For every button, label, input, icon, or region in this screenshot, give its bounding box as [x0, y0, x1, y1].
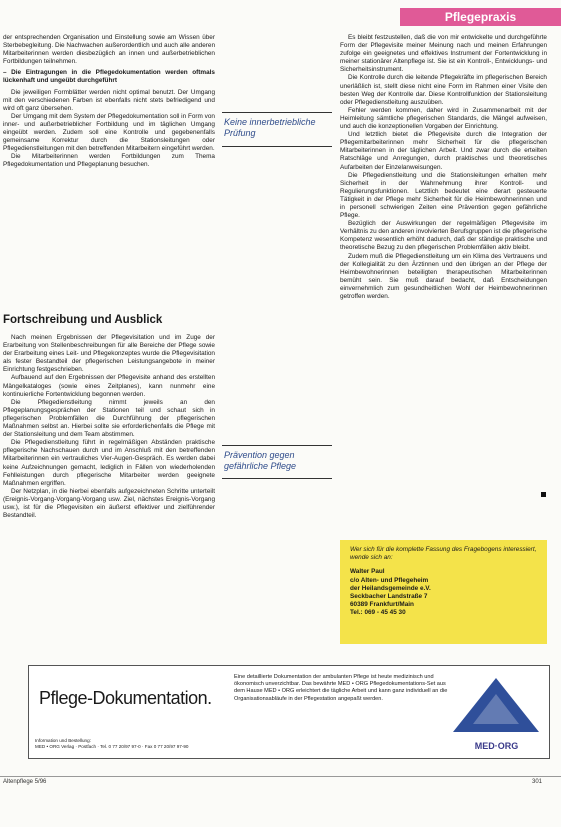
- paragraph: Die Pflegedienstleitung führt in regelmäßigen Abständen praktische pflegerische Nachschauen durch und im Anschluß mit den betreffenden Mitarbeiterinnen ein vertrauliches Vier-Augen-Gespräch. Es werden dabei keine Aufzeichnungen gemacht, lediglich in Fällen von wiederholenden Fehlleistungen durch pflegerische Mitarbeiter werden geeignete Maßnahmen ergriffen.: [3, 439, 215, 487]
- side-quote: Prävention gegen gefährliche Pflege: [224, 450, 297, 471]
- section-heading: Fortschreibung und Ausblick: [3, 314, 163, 326]
- footer-rule: [0, 776, 561, 777]
- quote-rule: [222, 478, 332, 479]
- contact-box: [340, 540, 547, 644]
- paragraph: Die Pflegedienstleitung nimmt jeweils an den Pflegeplanungsgesprächen der Stationen teil und schaut sich in pflegerischen Problemfällen die Durchführung der pflegerischen Maßnahmen selbst an. Hierbei sollte sie erforderlichenfalls die Pflege mit der Stationsleitung und dem Team abstimmen.: [3, 398, 215, 439]
- paragraph: Aufbauend auf den Ergebnissen der Pflegevisite anhand des erstellten Mängelkataloges (sowie eines Zeitplanes), kann nunmehr eine kontinuierliche Fortentwicklung begonnen werden.: [3, 374, 215, 398]
- contact-intro: Wer sich für die komplette Fassung des Fragebogens interessiert, wende sich an:: [350, 546, 537, 562]
- ad-title: Pflege-Dokumentation.: [39, 688, 212, 708]
- contact-name: Walter Paul: [350, 568, 385, 576]
- quote-rule: [222, 112, 332, 113]
- end-mark: [541, 492, 546, 497]
- bullet-list: [3, 69, 215, 85]
- paragraph: Der Umgang mit dem System der Pflegedokumentation soll in Form von inner- und außerbetrieblicher Fortbildung und im täglichen Umgang eingeübt werden. Zudem soll eine Kontrolle und gegebenenfalls gemeinsame Korrektur durch die Stationsleitungen oder Pflegedienstleitungen mit den betreffenden Mitarbeitern eingeführt werden.: [3, 112, 215, 153]
- paragraph: Und letztlich bietet die Pflegevisite durch die Integration der Pflegemitarbeiterinnen mehr Sicherheit für die pflegerischen Mitarbeiterinnen in der täglichen Arbeit. Und zwar durch die erteilten Ratschläge und Anregungen, durch praktisches und theoretisches Aufarbeiten der Einzelanweisungen.: [340, 131, 547, 171]
- contact-street: Seckbacher Landstraße 7: [350, 593, 428, 601]
- ad-contact: [35, 738, 385, 750]
- ad-contact-label: Information und Bestellung:: [35, 738, 91, 743]
- med-org-logo: [449, 674, 544, 752]
- paragraph: Die Mitarbeiterinnen werden Fortbildungen zum Thema Pflegedokumentation und Pflegeplanung besuchen.: [3, 153, 215, 169]
- page-number: 301: [532, 779, 543, 785]
- paragraph: Der Netzplan, in die hierbei ebenfalls aufgezeichneten Schritte unterteilt (Ereignis-Vorgang-Vorgang-Vorgang usw. Ziel, nächstes Ereignis-Vorgang usw.), ist für die Pflegevisiten ein äußerst effektiver und zielführender Bestandteil.: [3, 487, 215, 520]
- quote-rule: [222, 445, 332, 446]
- logo-text: MED·ORG: [474, 741, 519, 751]
- right-column: [340, 34, 547, 498]
- bullet-item: – Die Eintragungen in die Pflegedokumentation werden oftmals lückenhaft und ungeübt durchgeführt: [3, 69, 215, 85]
- contact-phone: Tel.: 069 - 45 45 30: [350, 609, 406, 617]
- contact-org: c/o Alten- und Pflegeheim: [350, 576, 429, 584]
- paragraph: Fehler werden kommen, daher wird in Zusammenarbeit mit der Heimleitung sämtliche pflegerischen Standards, die Mängel aufweisen, und auch die konzeptionellen Vorgaben der Einrichtung.: [340, 106, 547, 131]
- section-tab: Pflegepraxis: [400, 8, 561, 26]
- ad-contact-line: MED • ORG Verlag · Postfach · Tel. 0 77 20/97 97-0 · Fax 0 77 20/97 97-90: [35, 744, 189, 749]
- left-column-top: [3, 34, 215, 296]
- footer-left: Altenpflege 5/96: [3, 779, 47, 785]
- advertisement: [28, 665, 550, 759]
- side-quote: Keine innerbetriebliche Prüfung: [224, 117, 316, 138]
- quote-rule: [222, 146, 332, 147]
- contact-city: 60389 Frankfurt/Main: [350, 601, 414, 609]
- paragraph: Zudem muß die Pflegedienstleitung um ein Klima des Vertrauens und der Kollegialität zu den Ärztinnen und den übrigen an der Pflege der Heimbewohnerinnen beteiligten therapeutischen Mitarbeiterinnen bemüht sein. Sie muß darauf bedacht, daß Entscheidungen einvernehmlich zum gesundheitlichen Wohl der Heimbewohnerinnen getroffen werden.: [340, 252, 547, 300]
- ad-text: Eine detaillierte Dokumentation der ambulanten Pflege ist heute medizinisch und ökonomisch unverzichtbar. Das bewährte MED • ORG Pflegedokumentations-Set aus dem Hause MED • ORG erleichtert die tägliche Arbeit und kann ganz individuell an die Organisationsabläufe in der Pflegestation angepaßt werden.: [234, 674, 448, 702]
- paragraph: Die Pflegedienstleitung und die Stationsleitungen erhalten mehr Sicherheit in der Wahrnehmung ihrer Kontroll- und Regulierungsfunktionen. Letztlich bedeutet eine derart gesteuerte Tätigkeit in der Pflege mehr Sicherheit für die Heimbewohnerinnen und in personell schwierigen Zeiten eine Prävention gegen gefährliche Pflege.: [340, 171, 547, 220]
- paragraph: Bezüglich der Auswirkungen der regelmäßigen Pflegevisite im Verhältnis zu den anderen involvierten Berufsgruppen ist die pflegerische Kompetenz wesentlich erhöht dadurch, daß der ständige praktische und theoretische Bezug zu den pflegerischen Problemfällen aktiv bleibt.: [340, 220, 547, 252]
- paragraph: Die Kontrolle durch die leitende Pflegekräfte im pflegerischen Bereich unerläßlich ist, stellt diese nicht eine Form im Rahmen einer Visite den besten Weg der Kontrolle dar. Diese Kontrollfunktion der Stationsleitung oder Pflegedienstleitung auszuüben.: [340, 74, 547, 106]
- paragraph: Nach meinen Ergebnissen der Pflegevisitation und im Zuge der Erarbeitung von Stellenbeschreibungen für alle Bereiche der Pflege sowie der Erarbeitung eines Leit- und Pflegekonzeptes wurde die Pflegevisitation als fester Bestandteil der pflegerischen Leistungsangebote in meiner Einrichtung festgeschrieben.: [3, 334, 215, 374]
- logo-triangle-icon: [449, 674, 544, 736]
- paragraph: der entsprechenden Organisation und Einstellung sowie am Wissen über Sterbebegleitung. Die Nachwachen außerordentlich und auch alle anderen Mitarbeiterinnen werden diesbezüglich an innen und außerbetrieblichen Fortbildungen teilnehmen.: [3, 34, 215, 66]
- paragraph: Es bleibt festzustellen, daß die von mir entwickelte und durchgeführte Form der Pflegevisite meiner Meinung nach und meinen Erfahrungen zufolge ein geeignetes und effektives Instrument der Fortentwicklung in meiner stationärer Altenpflege ist. Sie ist ein Kontroll-, Entwicklungs- und Sicherheitsinstrument.: [340, 34, 547, 74]
- paragraph: Die jeweiligen Formblätter werden nicht optimal benutzt. Der Umgang mit den verschiedenen Farben ist ebenfalls nicht stets befriedigend und wird oft ganz übersehen.: [3, 88, 215, 112]
- contact-org: der Heilandsgemeinde e.V.: [350, 584, 431, 592]
- left-column-bottom: [3, 334, 215, 632]
